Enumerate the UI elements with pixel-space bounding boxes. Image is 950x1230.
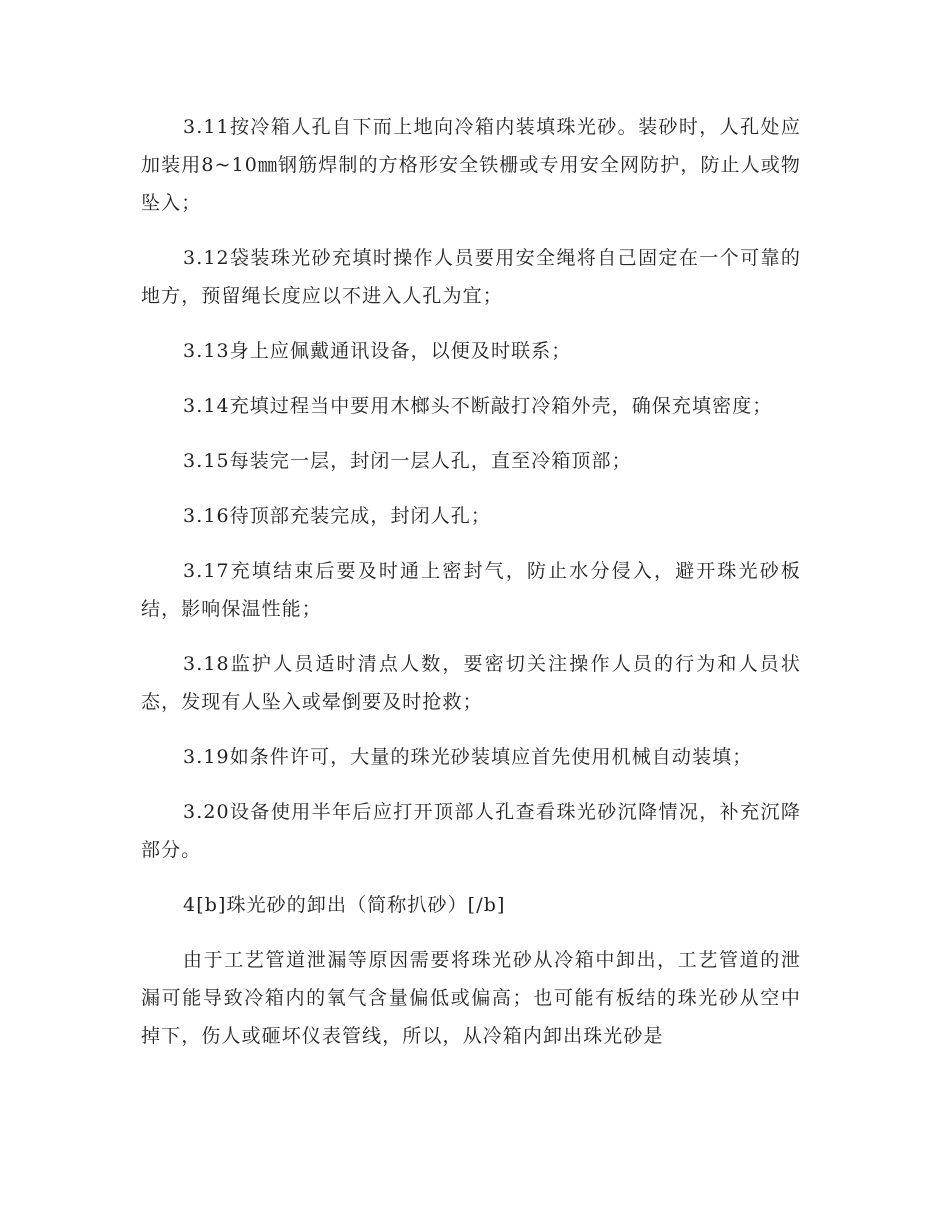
paragraph-3-18: 3.18监护人员适时清点人数，要密切关注操作人员的行为和人员状态，发现有人坠入或晕倒要及时抢救； xyxy=(141,653,801,713)
paragraph-3-12: 3.12袋装珠光砂充填时操作人员要用安全绳将自己固定在一个可靠的地方，预留绳长度应以不进入人孔为宜； xyxy=(141,247,801,307)
paragraph-3-11: 3.11按冷箱人孔自下而上地向冷箱内装填珠光砂。装砂时，人孔处应加装用8~10㎜钢筋焊制的方格形安全铁栅或专用安全网防护，防止人或物坠入； xyxy=(141,116,801,214)
paragraph-3-14: 3.14充填过程当中要用木榔头不断敲打冷箱外壳，确保充填密度； xyxy=(183,395,773,417)
paragraph-unloading-intro: 由于工艺管道泄漏等原因需要将珠光砂从冷箱中卸出，工艺管道的泄漏可能导致冷箱内的氧气含量偏低或偏高；也可能有板结的珠光砂从空中掉下，伤人或砸坏仪表管线，所以，从冷箱内卸出珠光砂是 xyxy=(141,949,801,1047)
paragraph-3-17: 3.17充填结束后要及时通上密封气，防止水分侵入，避开珠光砂板结，影响保温性能； xyxy=(141,560,801,620)
paragraph-3-15: 3.15每装完一层，封闭一层人孔，直至冷箱顶部； xyxy=(183,450,632,472)
paragraph-3-19: 3.19如条件许可，大量的珠光砂装填应首先使用机械自动装填； xyxy=(183,746,753,768)
document-body xyxy=(141,108,801,1072)
paragraph-3-16: 3.16待顶部充装完成，封闭人孔； xyxy=(183,505,492,527)
paragraph-3-20: 3.20设备使用半年后应打开顶部人孔查看珠光砂沉降情况，补充沉降部分。 xyxy=(141,801,801,861)
paragraph-3-13: 3.13身上应佩戴通讯设备，以便及时联系； xyxy=(183,340,572,362)
section-heading-4: 4[b]珠光砂的卸出（简称扒砂）[/b] xyxy=(183,894,506,916)
